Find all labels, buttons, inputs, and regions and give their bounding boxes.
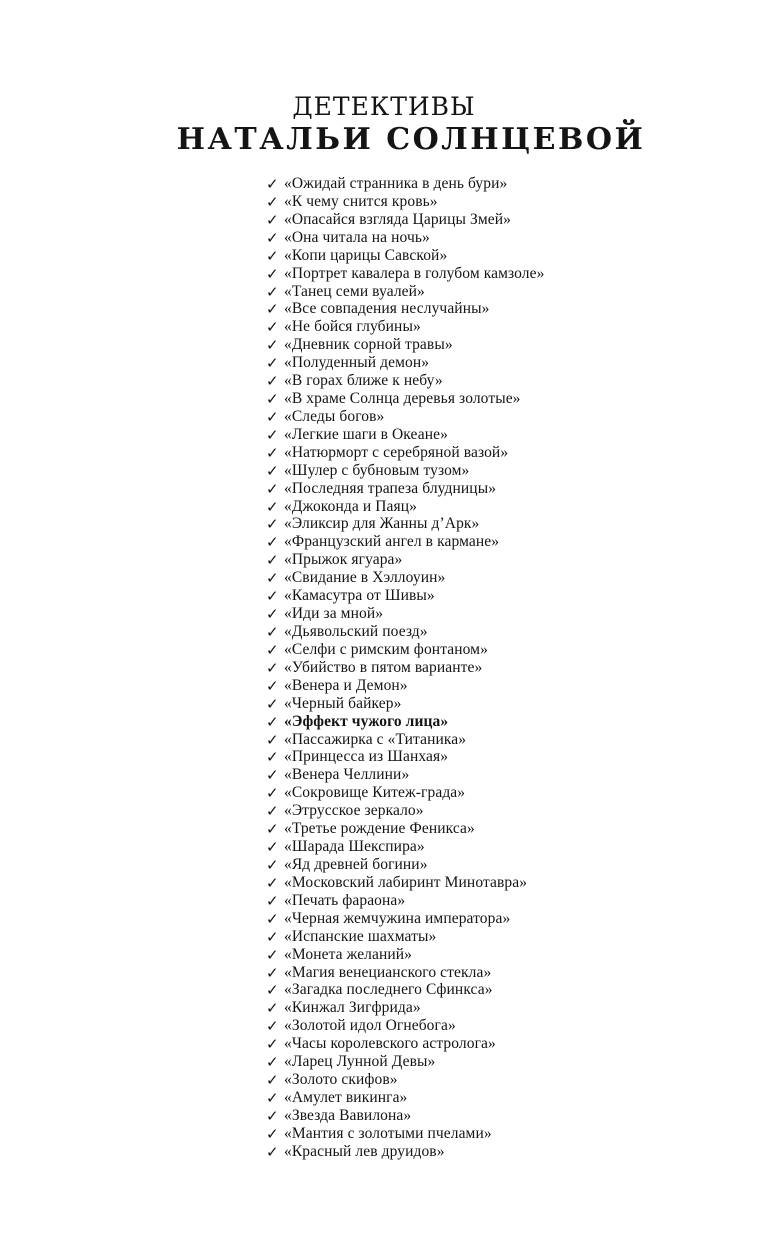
list-item: [266, 318, 544, 336]
book-title: «Портрет кавалера в голубом камзоле»: [284, 264, 545, 282]
checkmark-icon: ✓: [266, 963, 279, 982]
book-title: «Прыжок ягуара»: [284, 551, 403, 569]
checkmark-icon: ✓: [266, 1142, 279, 1161]
checkmark-icon: ✓: [266, 174, 279, 193]
list-item: [266, 641, 544, 659]
book-title: «Третье рождение Феникса»: [284, 820, 475, 838]
book-title: «Яд древней богини»: [284, 856, 428, 873]
checkmark-icon: ✓: [266, 1071, 279, 1090]
list-item: [266, 802, 544, 820]
checkmark-icon: ✓: [266, 551, 279, 570]
list-item: [266, 1071, 544, 1089]
checkmark-icon: ✓: [266, 694, 279, 713]
list-item: [266, 336, 544, 354]
checkmark-icon: ✓: [266, 891, 279, 910]
list-item: [266, 623, 544, 641]
book-title: «Убийство в пятом варианте»: [284, 658, 483, 676]
book-title: «Венера и Демон»: [284, 676, 408, 694]
list-item: [266, 229, 544, 247]
list-item: [266, 1107, 544, 1125]
book-title: «Загадка последнего Сфинкса»: [284, 981, 493, 999]
list-item: [266, 569, 544, 587]
checkmark-icon: ✓: [266, 605, 279, 624]
book-title: «Принцесса из Шанхая»: [284, 748, 449, 766]
checkmark-icon: ✓: [266, 515, 279, 534]
checkmark-icon: ✓: [266, 264, 279, 283]
checkmark-icon: ✓: [266, 945, 279, 964]
book-title: «Свидание в Хэллоуин»: [284, 569, 446, 587]
book-title: «Черный байкер»: [284, 694, 402, 712]
list-item: [266, 1143, 544, 1161]
checkmark-icon: ✓: [266, 802, 279, 821]
checkmark-icon: ✓: [266, 318, 279, 337]
list-item: [266, 695, 544, 713]
book-title: «Танец семи вуалей»: [284, 282, 425, 300]
book-title: «Пассажирка с «Титаника»: [284, 730, 467, 748]
book-title: «Ожидай странника в день бури»: [284, 174, 508, 192]
list-item: [266, 605, 544, 623]
checkmark-icon: ✓: [266, 712, 279, 731]
book-title: «Печать фараона»: [284, 891, 406, 909]
book-title: «Сокровище Китеж-града»: [284, 784, 466, 802]
checkmark-icon: ✓: [266, 246, 279, 265]
list-item: [266, 964, 544, 982]
checkmark-icon: ✓: [266, 228, 279, 247]
list-item: [266, 193, 544, 211]
list-item: [266, 480, 544, 498]
book-title: «Эликсир для Жанны д’Арк»: [284, 515, 480, 533]
list-item: [266, 533, 544, 551]
checkmark-icon: ✓: [266, 748, 279, 767]
list-item: [266, 516, 544, 534]
list-item: [266, 372, 544, 390]
book-title: «Камасутра от Шивы»: [284, 587, 435, 605]
list-item: [266, 731, 544, 749]
checkmark-icon: ✓: [266, 533, 279, 552]
checkmark-icon: ✓: [266, 443, 279, 462]
list-item: [266, 462, 544, 480]
checkmark-icon: ✓: [266, 766, 279, 785]
book-title: «Все совпадения неслучайны»: [284, 300, 490, 318]
checkmark-icon: ✓: [266, 730, 279, 749]
list-item: [266, 981, 544, 999]
book-title: «Московский лабиринт Минотавра»: [284, 873, 528, 891]
book-title: «Амулет викинга»: [284, 1088, 408, 1106]
list-item: [266, 247, 544, 265]
checkmark-icon: ✓: [266, 407, 279, 426]
book-title: «Испанские шахматы»: [284, 927, 437, 945]
list-item: [266, 1089, 544, 1107]
checkmark-icon: ✓: [266, 856, 279, 874]
checkmark-icon: ✓: [266, 372, 279, 391]
checkmark-icon: ✓: [266, 838, 279, 857]
book-title: «Копи царицы Савской»: [284, 246, 448, 264]
checkmark-icon: ✓: [266, 336, 279, 355]
book-title: «Последняя трапеза блудницы»: [284, 479, 497, 497]
book-title: «Монета желаний»: [284, 945, 413, 963]
list-item: [266, 211, 544, 229]
checkmark-icon: ✓: [266, 640, 279, 659]
list-item: [266, 910, 544, 928]
book-title: «Этрусское зеркало»: [284, 802, 424, 820]
book-title: «В храме Солнца деревья золотые»: [284, 390, 521, 408]
list-item: [266, 659, 544, 677]
book-title: «Дневник сорной травы»: [284, 336, 453, 354]
checkmark-icon: ✓: [266, 1035, 279, 1054]
book-title: «Эффект чужого лица»: [284, 712, 449, 730]
book-title: «В горах ближе к небу»: [284, 372, 443, 390]
book-title: «Золото скифов»: [284, 1071, 398, 1089]
list-item: [266, 766, 544, 784]
list-item: [266, 408, 544, 426]
book-title: «Она читала на ночь»: [284, 228, 430, 246]
checkmark-icon: ✓: [266, 1017, 279, 1036]
checkmark-icon: ✓: [266, 820, 279, 839]
book-title: «Ларец Лунной Девы»: [284, 1053, 436, 1071]
book-list: [266, 175, 544, 1161]
book-title: «Часы королевского астролога»: [284, 1035, 496, 1053]
book-title: «Магия венецианского стекла»: [284, 963, 492, 981]
book-title: «Кинжал Зигфрида»: [284, 999, 421, 1017]
list-item: [266, 175, 544, 193]
book-title: «К чему снится кровь»: [284, 192, 438, 210]
book-title: «Дьявольский поезд»: [284, 623, 428, 641]
book-title: «Не бойся глубины»: [284, 318, 421, 336]
book-title: «Селфи с римским фонтаном»: [284, 640, 488, 658]
checkmark-icon: ✓: [266, 981, 279, 1000]
book-title: «Золотой идол Огнебога»: [284, 1017, 456, 1035]
book-title: «Французский ангел в кармане»: [284, 533, 500, 551]
list-item: [266, 426, 544, 444]
list-item: [266, 999, 544, 1017]
list-item: [266, 820, 544, 838]
checkmark-icon: ✓: [266, 1124, 279, 1143]
page-title-author: НАТАЛЬИ СОЛНЦЕВОЙ: [176, 122, 646, 157]
book-title: «Венера Челлини»: [284, 766, 410, 784]
checkmark-icon: ✓: [266, 192, 279, 211]
checkmark-icon: ✓: [266, 461, 279, 480]
checkmark-icon: ✓: [266, 1088, 279, 1107]
book-title: «Следы богов»: [284, 407, 385, 425]
list-item: [266, 354, 544, 372]
checkmark-icon: ✓: [266, 1106, 279, 1125]
list-item: [266, 749, 544, 767]
list-item: [266, 946, 544, 964]
list-item: [266, 784, 544, 802]
checkmark-icon: ✓: [266, 658, 279, 677]
list-item: [266, 1125, 544, 1143]
list-item: [266, 551, 544, 569]
book-title: «Шулер с бубновым тузом»: [284, 461, 470, 479]
book-title: «Джоконда и Паяц»: [284, 497, 417, 515]
book-title: «Натюрморт с серебряной вазой»: [284, 443, 509, 461]
book-title: «Опасайся взгляда Царицы Змей»: [284, 210, 511, 228]
list-item: [266, 587, 544, 605]
list-item: [266, 892, 544, 910]
book-title: «Черная жемчужина императора»: [284, 909, 511, 927]
list-item: [266, 1017, 544, 1035]
checkmark-icon: ✓: [266, 497, 279, 516]
checkmark-icon: ✓: [266, 623, 279, 642]
list-item: [266, 713, 544, 731]
checkmark-icon: ✓: [266, 927, 279, 946]
list-item: [266, 300, 544, 318]
checkmark-icon: ✓: [266, 873, 279, 892]
checkmark-icon: ✓: [266, 479, 279, 498]
list-item: [266, 856, 544, 874]
book-title: «Иди за мной»: [284, 605, 384, 623]
checkmark-icon: ✓: [266, 784, 279, 803]
list-item: [266, 838, 544, 856]
checkmark-icon: ✓: [266, 1053, 279, 1072]
book-title: «Шарада Шекспира»: [284, 838, 425, 856]
checkmark-icon: ✓: [266, 587, 279, 606]
page-title-series: ДЕТЕКТИВЫ: [292, 92, 476, 121]
list-item: [266, 1035, 544, 1053]
list-item: [266, 498, 544, 516]
list-item: [266, 444, 544, 462]
checkmark-icon: ✓: [266, 354, 279, 373]
book-title: «Полуденный демон»: [284, 354, 430, 372]
book-title: «Красный лев друидов»: [284, 1142, 445, 1160]
checkmark-icon: ✓: [266, 999, 279, 1018]
checkmark-icon: ✓: [266, 390, 279, 409]
list-item: [266, 874, 544, 892]
list-item: [266, 265, 544, 283]
checkmark-icon: ✓: [266, 909, 279, 928]
checkmark-icon: ✓: [266, 300, 279, 319]
list-item: [266, 1053, 544, 1071]
book-title: «Звезда Вавилона»: [284, 1106, 412, 1124]
checkmark-icon: ✓: [266, 569, 279, 588]
checkmark-icon: ✓: [266, 425, 279, 444]
book-title: «Легкие шаги в Океане»: [284, 425, 448, 443]
list-item: [266, 928, 544, 946]
list-item: [266, 677, 544, 695]
list-item: [266, 390, 544, 408]
checkmark-icon: ✓: [266, 282, 279, 301]
list-item: [266, 283, 544, 301]
book-title: «Мантия с золотыми пчелами»: [284, 1124, 492, 1142]
checkmark-icon: ✓: [266, 676, 279, 695]
checkmark-icon: ✓: [266, 210, 279, 229]
